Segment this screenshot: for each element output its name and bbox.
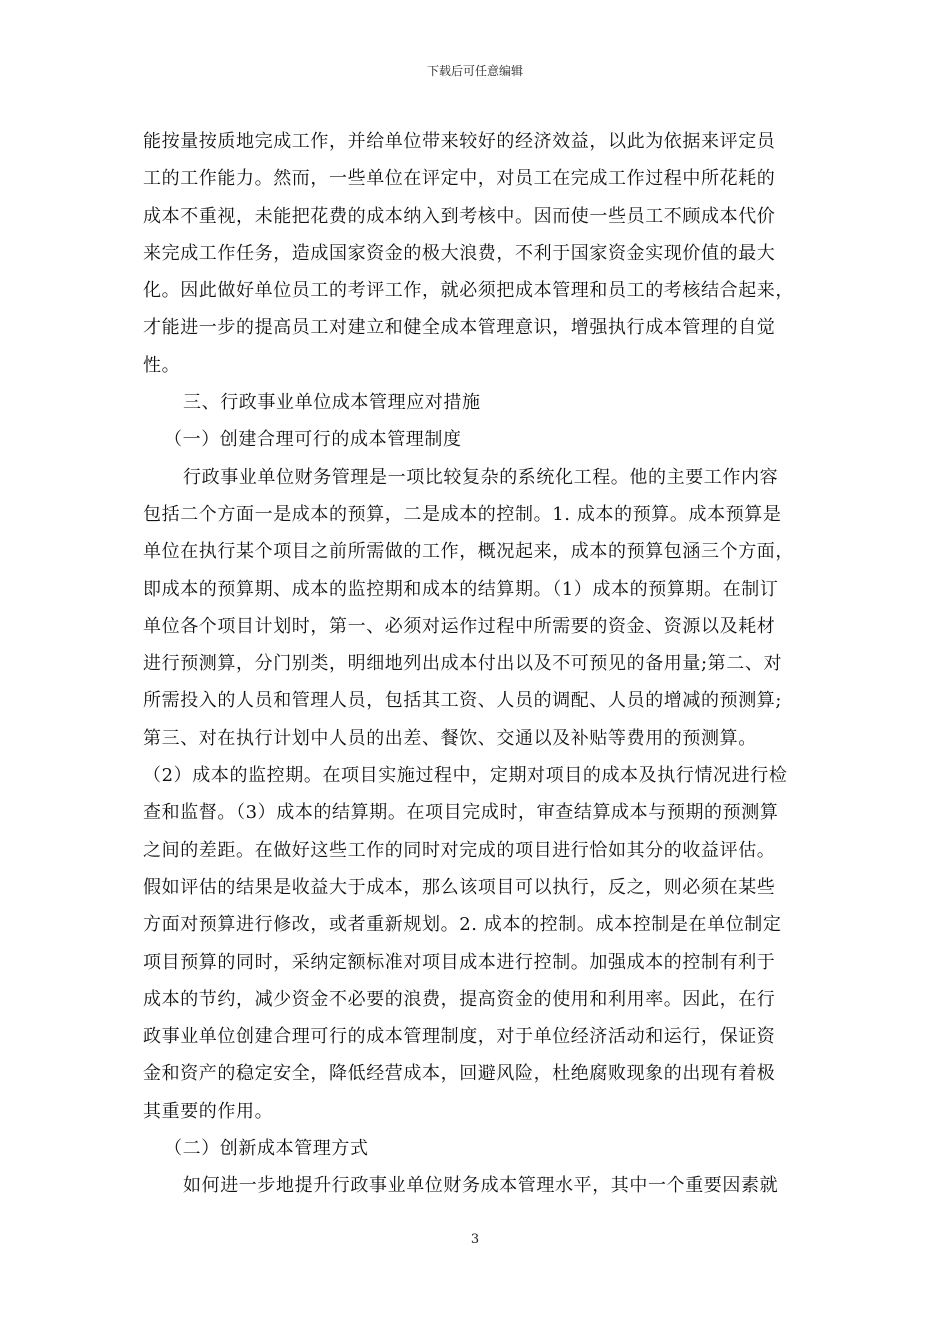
- text-line: （2）成本的监控期。在项目实施过程中，定期对项目的成本及执行情况进行检: [143, 765, 788, 787]
- page-header: 下载后可任意编辑: [426, 64, 523, 78]
- text-line: 工的工作能力。然而，一些单位在评定中，对员工在完成工作过程中所花耗的: [143, 168, 776, 190]
- text-line: 所需投入的人员和管理人员，包括其工资、人员的调配、人员的增减的预测算;: [143, 690, 783, 712]
- text-line: 才能进一步的提高员工对建立和健全成本管理意识，增强执行成本管理的自觉: [143, 317, 776, 339]
- text-line: 化。因此做好单位员工的考评工作，就必须把成本管理和员工的考核结合起来，: [143, 280, 794, 302]
- text-line: 单位各个项目计划时，第一、必须对运作过程中所需要的资金、资源以及耗材: [143, 615, 776, 637]
- text-line: 包括二个方面一是成本的预算，二是成本的控制。1. 成本的预算。成本预算是: [143, 503, 782, 525]
- text-line: 之间的差距。在做好这些工作的同时对完成的项目进行恰如其分的收益评估。: [143, 839, 776, 861]
- section-heading: 三、行政事业单位成本管理应对措施: [183, 392, 481, 414]
- text-line: 行政事业单位财务管理是一项比较复杂的系统化工程。他的主要工作内容: [183, 466, 779, 488]
- subsection-heading: （一）创建合理可行的成本管理制度: [164, 429, 462, 451]
- text-line: 政事业单位创建合理可行的成本管理制度，对于单位经济活动和运行，保证资: [143, 1026, 776, 1048]
- subsection-heading: （二）创新成本管理方式: [164, 1138, 369, 1160]
- page-number: 3: [470, 1232, 480, 1247]
- text-line: 项目预算的同时，采纳定额标准对项目成本进行控制。加强成本的控制有利于: [143, 951, 776, 973]
- text-line: 查和监督。（3）成本的结算期。在项目完成时，审查结算成本与预期的预测算: [143, 802, 779, 824]
- text-line: 其重要的作用。: [143, 1100, 274, 1122]
- text-line: 第三、对在执行计划中人员的出差、餐饮、交通以及补贴等费用的预测算。: [143, 727, 757, 749]
- text-line: 金和资产的稳定安全，降低经营成本，回避风险，杜绝腐败现象的出现有着极: [143, 1063, 776, 1085]
- text-line: 如何进一步地提升行政事业单位财务成本管理水平，其中一个重要因素就: [183, 1175, 779, 1197]
- text-line: 能按量按质地完成工作，并给单位带来较好的经济效益，以此为依据来评定员: [143, 131, 776, 152]
- text-line: 单位在执行某个项目之前所需做的工作，概况起来，成本的预算包涵三个方面，: [143, 541, 794, 563]
- text-line: 成本的节约，减少资金不必要的浪费，提高资金的使用和利用率。因此，在行: [143, 988, 776, 1010]
- text-line: 即成本的预算期、成本的监控期和成本的结算期。（1）成本的预算期。在制订: [143, 578, 779, 600]
- text-line: 成本不重视，未能把花费的成本纳入到考核中。因而使一些员工不顾成本代价: [143, 205, 776, 227]
- text-line: 方面对预算进行修改，或者重新规划。2. 成本的控制。成本控制是在单位制定: [143, 914, 782, 936]
- document-body: [143, 123, 813, 1205]
- text-line: 假如评估的结果是收益大于成本，那么该项目可以执行，反之，则必须在某些: [143, 876, 776, 898]
- text-line: 性。: [143, 354, 181, 376]
- text-line: 来完成工作任务，造成国家资金的极大浪费，不利于国家资金实现价值的最大: [143, 242, 776, 264]
- text-line: 进行预测算，分门别类，明细地列出成本付出以及不可预见的备用量;第二、对: [143, 653, 783, 675]
